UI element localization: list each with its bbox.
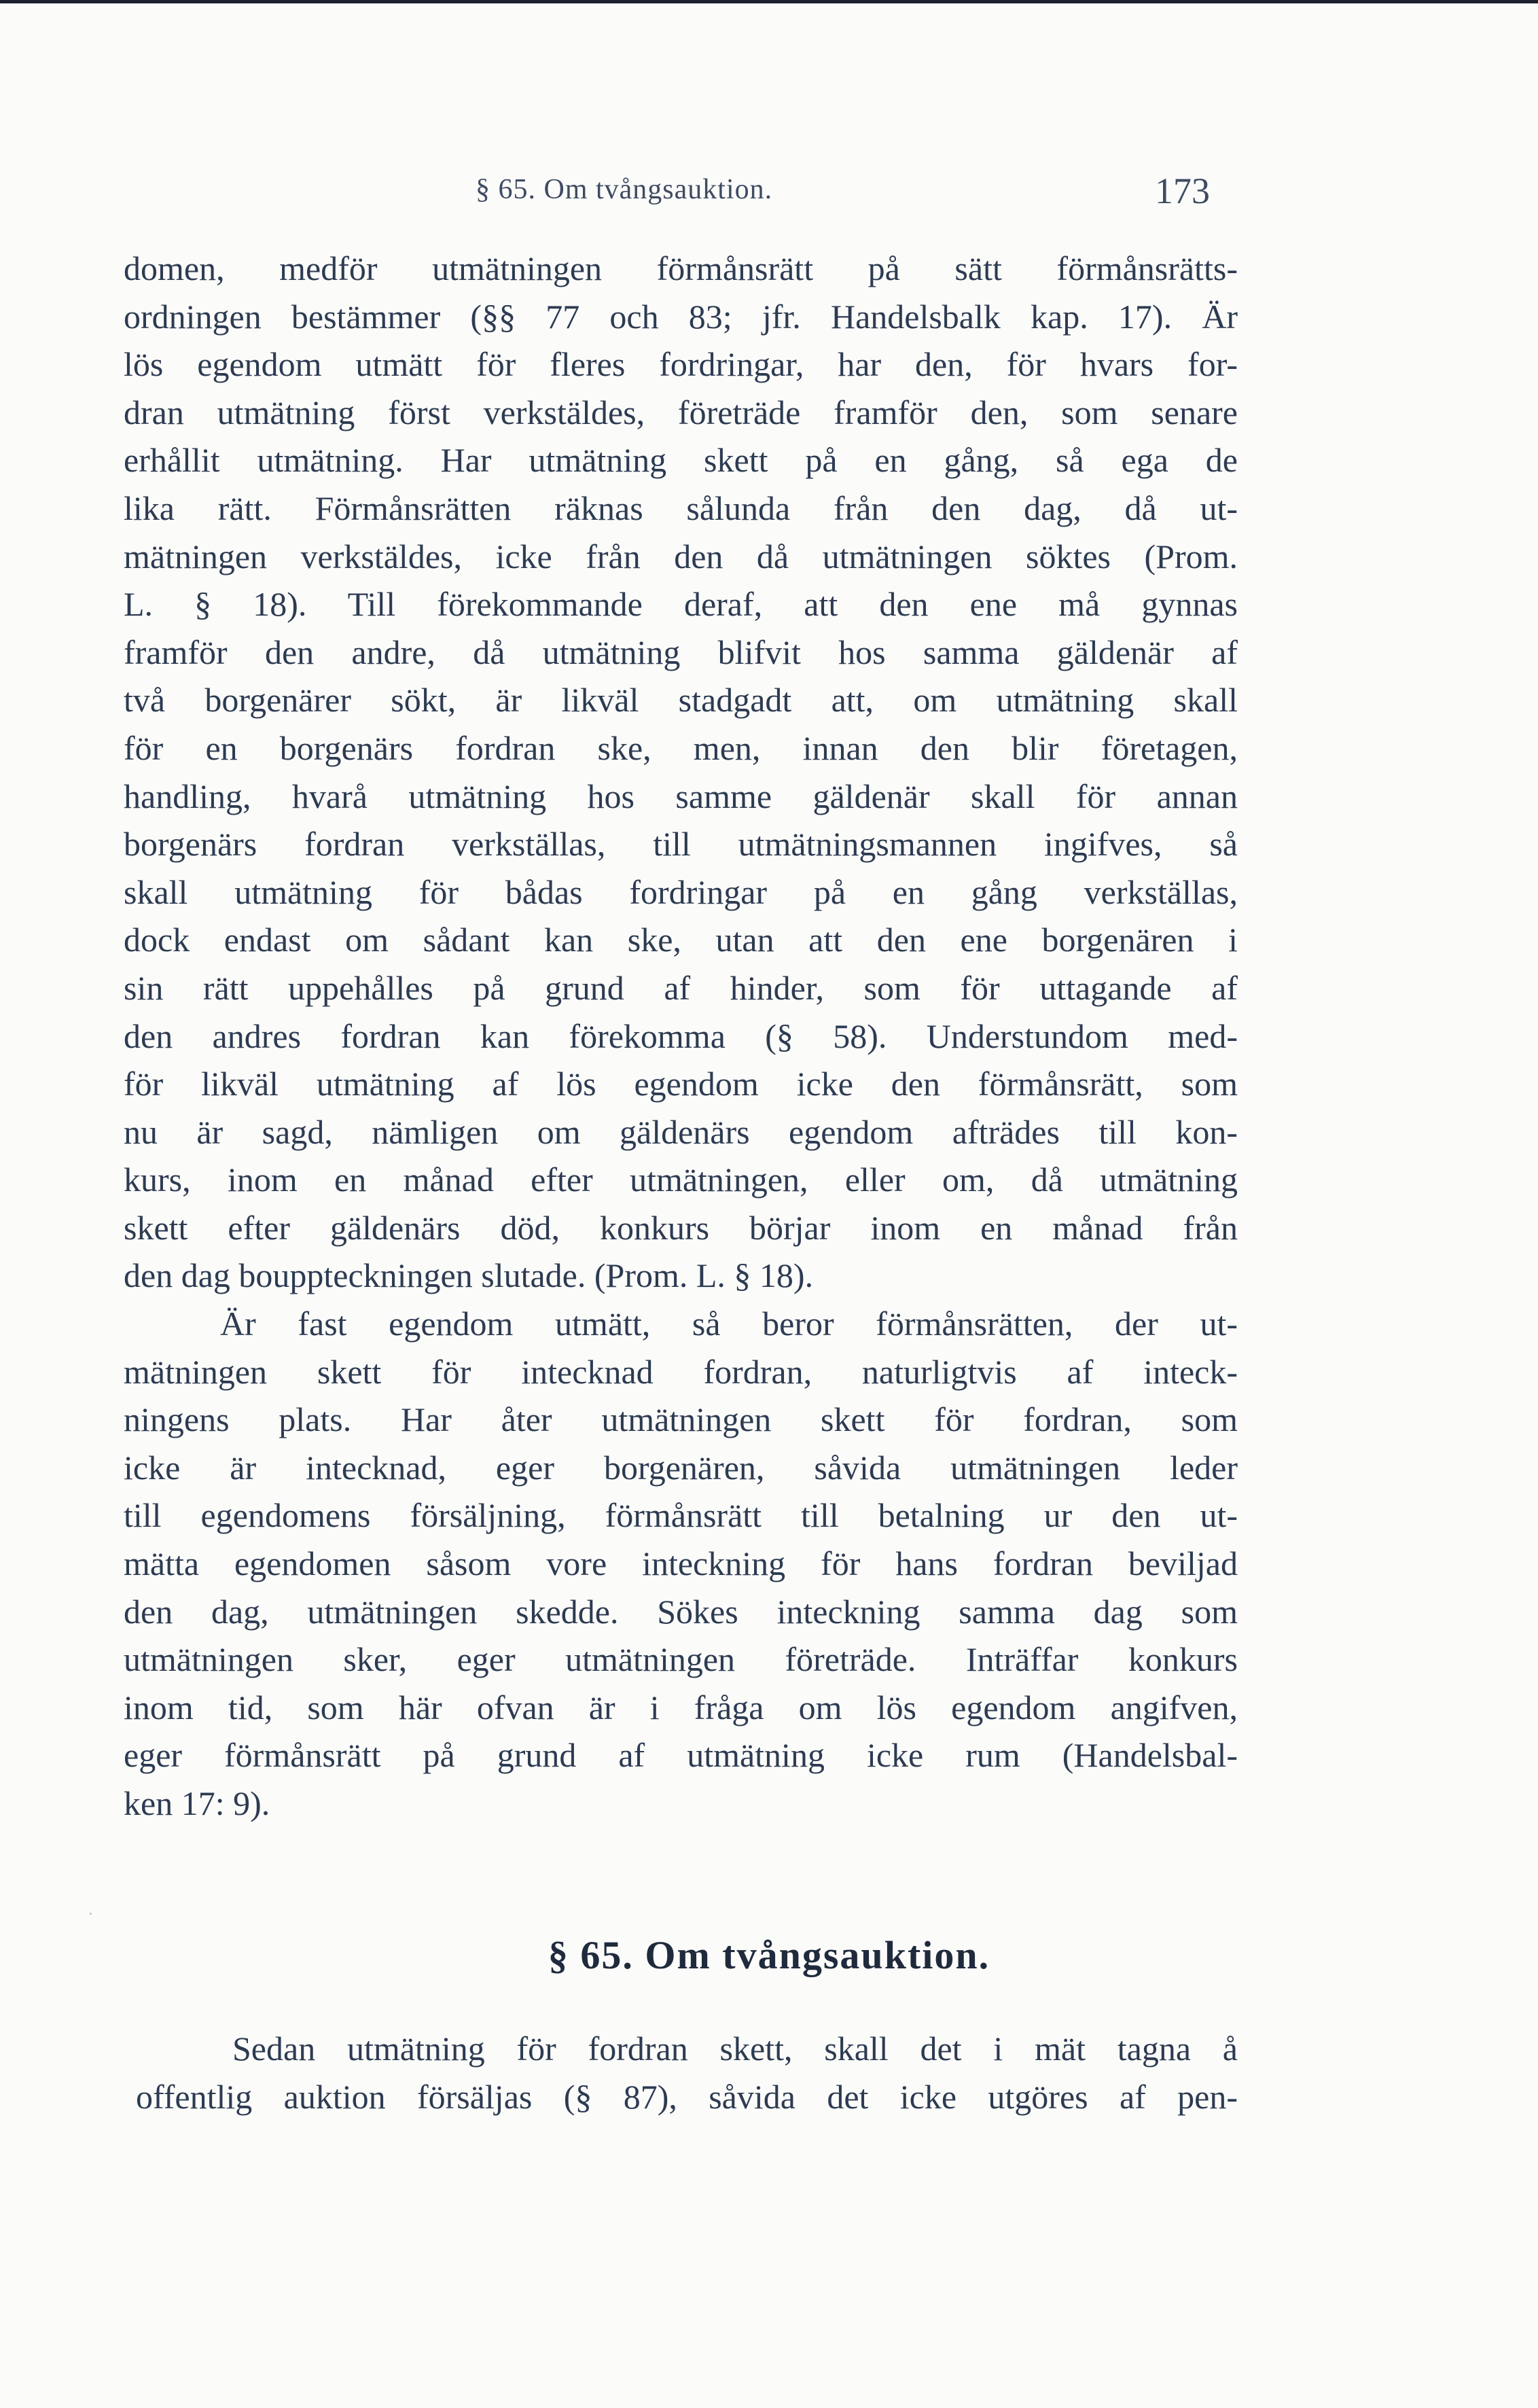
text-line: ningens plats. Har åter utmätningen skett för fordran, som	[124, 1400, 1238, 1439]
text-line: den andres fordran kan förekomma (§ 58). Understundom med-	[124, 1016, 1238, 1055]
text-line: den dag bouppteckningen slutade. (Prom. L. § 18).	[124, 1256, 814, 1295]
text-line: dran utmätning först verkstäldes, företräde framför den, som senare	[124, 393, 1238, 431]
text-line: lika rätt. Förmånsrätten räknas sålunda från den dag, då ut-	[124, 489, 1238, 527]
text-line: borgenärs fordran verkställas, till utmätningsmannen ingifves, så	[124, 825, 1238, 864]
text-line: nu är sagd, nämligen om gäldenärs egendom afträdes till kon-	[124, 1112, 1238, 1151]
text-line: den dag, utmätningen skedde. Sökes inteckning samma dag som	[124, 1592, 1238, 1631]
paragraph-3	[136, 2025, 1238, 2121]
text-line: eger förmånsrätt på grund af utmätning icke rum (Handelsbal-	[124, 1736, 1238, 1775]
section-heading: § 65. Om tvångsauktion.	[548, 1933, 990, 1977]
text-line: ordningen bestämmer (§§ 77 och 83; jfr. Handelsbalk kap. 17). Är	[124, 297, 1238, 336]
text-line: mätta egendomen såsom vore inteckning för hans fordran beviljad	[124, 1544, 1238, 1583]
text-line: mätningen skett för intecknad fordran, naturligtvis af inteck-	[124, 1352, 1238, 1391]
page-number: 173	[1155, 171, 1210, 211]
text-line: handling, hvarå utmätning hos samme gäldenär skall för annan	[124, 777, 1238, 815]
text-line: utmätningen sker, eger utmätningen företräde. Inträffar konkurs	[124, 1640, 1238, 1679]
text-line: lös egendom utmätt för fleres fordringar, har den, för hvars for-	[124, 345, 1238, 384]
text-line: L. § 18). Till förekommande deraf, att den ene må gynnas	[124, 585, 1238, 624]
text-line: offentlig auktion försäljas (§ 87), såvida det icke utgöres af pen-	[136, 2077, 1238, 2116]
text-line: dock endast om sådant kan ske, utan att den ene borgenären i	[124, 921, 1238, 959]
text-line: mätningen verkstäldes, icke från den då utmätningen söktes (Prom.	[124, 537, 1238, 576]
text-line: till egendomens försäljning, förmånsrätt till betalning ur den ut-	[124, 1496, 1238, 1535]
paragraph-1	[124, 245, 1238, 1300]
text-line: domen, medför utmätningen förmånsrätt på sätt förmånsrätts-	[124, 249, 1238, 287]
text-line: inom tid, som här ofvan är i fråga om lös egendom angifven,	[124, 1688, 1238, 1727]
scan-speck	[90, 1913, 92, 1915]
text-line: två borgenärer sökt, är likväl stadgadt att, om utmätning skall	[124, 681, 1238, 720]
text-line: skett efter gäldenärs död, konkurs börjar inom en månad från	[124, 1208, 1238, 1247]
text-line: icke är intecknad, eger borgenären, såvida utmätningen leder	[124, 1448, 1238, 1487]
text-line: skall utmätning för bådas fordringar på en gång verkställas,	[124, 872, 1238, 911]
page-body	[124, 245, 1238, 1828]
paragraph-2	[124, 1300, 1238, 1828]
text-line: ken 17: 9).	[124, 1784, 270, 1822]
text-line: Sedan utmätning för fordran skett, skall det i mät tagna å	[232, 2030, 1238, 2068]
text-line: erhållit utmätning. Har utmätning skett på en gång, så ega de	[124, 441, 1238, 480]
text-line: framför den andre, då utmätning blifvit hos samma gäldenär af	[124, 633, 1238, 671]
text-line: för likväl utmätning af lös egendom icke den förmånsrätt, som	[124, 1065, 1238, 1103]
text-line: för en borgenärs fordran ske, men, innan den blir företagen,	[124, 728, 1238, 767]
text-line: sin rätt uppehålles på grund af hinder, som för uttagande af	[124, 968, 1238, 1007]
text-line: Är fast egendom utmätt, så beror förmånsrätten, der ut-	[220, 1305, 1238, 1343]
scan-top-edge	[0, 0, 1538, 3]
text-line: kurs, inom en månad efter utmätningen, eller om, då utmätning	[124, 1161, 1238, 1199]
running-head: § 65. Om tvångsauktion.	[476, 174, 773, 205]
